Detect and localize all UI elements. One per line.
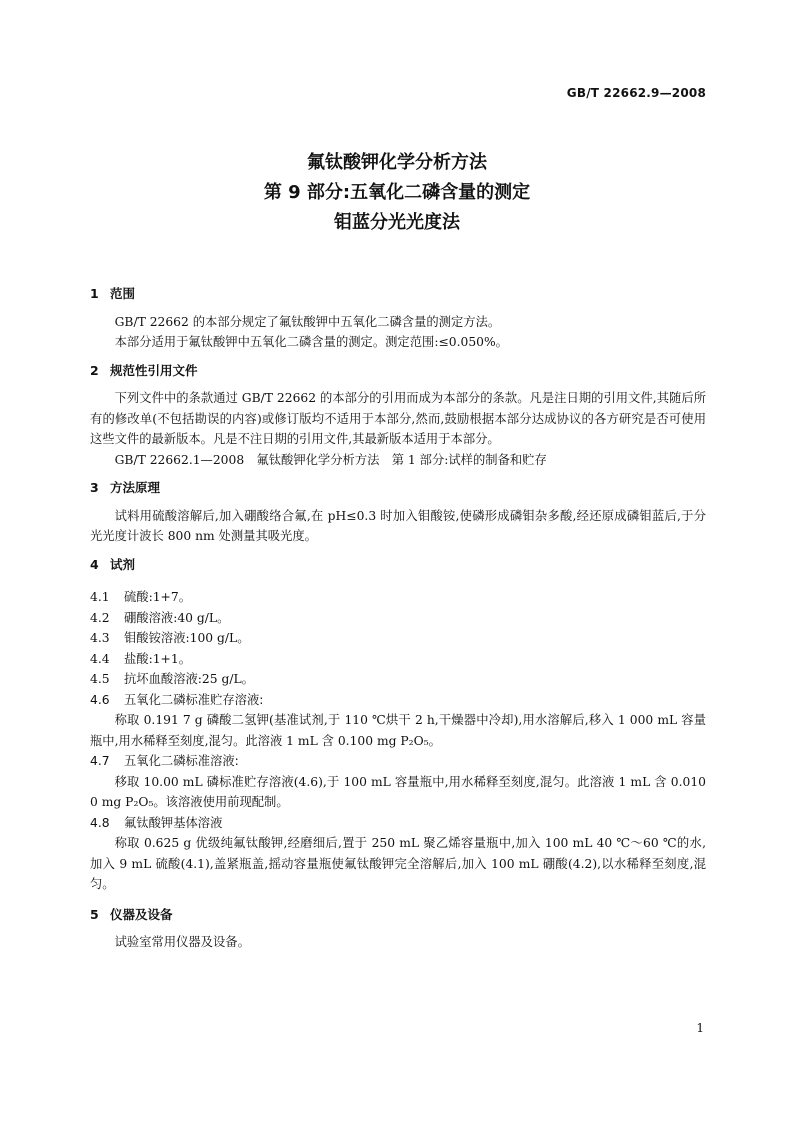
section-heading-apparatus: 5 仪器及设备 (90, 906, 173, 922)
paragraph: 本部分适用于氟钛酸钾中五氧化二磷含量的测定。测定范围:≤0.050%。 (114, 335, 508, 349)
paragraph: 称取 0.191 7 g 磷酸二氢钾(基准试剂,于 110 ℃烘干 2 h,干燥器中冷却),用水溶解后,移入 1 000 mL 容量瓶中,用水稀释至刻度,混匀。此溶液 1 mL 含 0.100 mg P₂O₅。 (90, 713, 706, 748)
paragraph: 称取 0.625 g 优级纯氟钛酸钾,经磨细后,置于 250 mL 聚乙烯容量瓶中,加入 100 mL 40 ℃～60 ℃的水,加入 9 mL 硫酸(4.1),盖紧瓶盖,摇动容量瓶使氟钛酸钾完全溶解后,加入 100 mL 硼酸(4.2),以水稀释至刻度,混匀。 (90, 836, 706, 891)
paragraph: 移取 10.00 mL 磷标准贮存溶液(4.6),于 100 mL 容量瓶中,用水稀释至刻度,混匀。此溶液 1 mL 含 0.010 0 mg P₂O₅。该溶液使用前现配制。 (90, 774, 706, 809)
paragraph: 试料用硫酸溶解后,加入硼酸络合氟,在 pH≤0.3 时加入钼酸铵,使磷形成磷钼杂多酸,经还原成磷钼蓝后,于分光光度计波长 800 nm 处测量其吸光度。 (90, 508, 706, 543)
title-line-1: 氟钛酸钾化学分析方法 (307, 152, 487, 173)
list-item: 4.4 盐酸:1+1。 (90, 651, 191, 666)
reference-entry: GB/T 22662.1—2008 氟钛酸钾化学分析方法 第 1 部分:试样的制备和贮存 (114, 452, 547, 467)
title-line-3: 钼蓝分光光度法 (334, 212, 460, 233)
list-item: 4.1 硫酸:1+7。 (90, 590, 191, 604)
page-number: 1 (696, 1021, 704, 1035)
paragraph: 试验室常用仪器及设备。 (114, 935, 250, 949)
section-heading-normative-references: 2 规范性引用文件 (90, 362, 198, 378)
list-item: 4.8 氟钛酸钾基体溶液 (90, 815, 223, 830)
document-title (0, 148, 794, 238)
title-line-2: 第 9 部分:五氧化二磷含量的测定 (263, 182, 531, 203)
document-body (90, 284, 706, 953)
standard-number: GB/T 22662.9—2008 (566, 86, 706, 100)
section-heading-principle: 3 方法原理 (90, 480, 161, 495)
paragraph: GB/T 22662 的本部分规定了氟钛酸钾中五氧化二磷含量的测定方法。 (114, 314, 501, 329)
list-item: 4.7 五氧化二磷标准溶液: (90, 754, 239, 768)
paragraph: 下列文件中的条款通过 GB/T 22662 的本部分的引用而成为本部分的条款。凡是注日期的引用文件,其随后所有的修改单(不包括勘误的内容)或修订版均不适用于本部分,然而,鼓励根据本部分达成协议的各方研究是否可使用这些文件的最新版本。凡是不注日期的引用文件,其最新版本适用于本部分。 (90, 391, 706, 446)
list-item: 4.2 硼酸溶液:40 g/L。 (90, 610, 230, 625)
list-item: 4.6 五氧化二磷标准贮存溶液: (90, 692, 264, 707)
list-item: 4.3 钼酸铵溶液:100 g/L。 (90, 631, 250, 645)
section-heading-reagents: 4 试剂 (90, 556, 136, 572)
list-item: 4.5 抗坏血酸溶液:25 g/L。 (90, 672, 254, 686)
section-heading-scope: 1 范围 (90, 286, 136, 301)
